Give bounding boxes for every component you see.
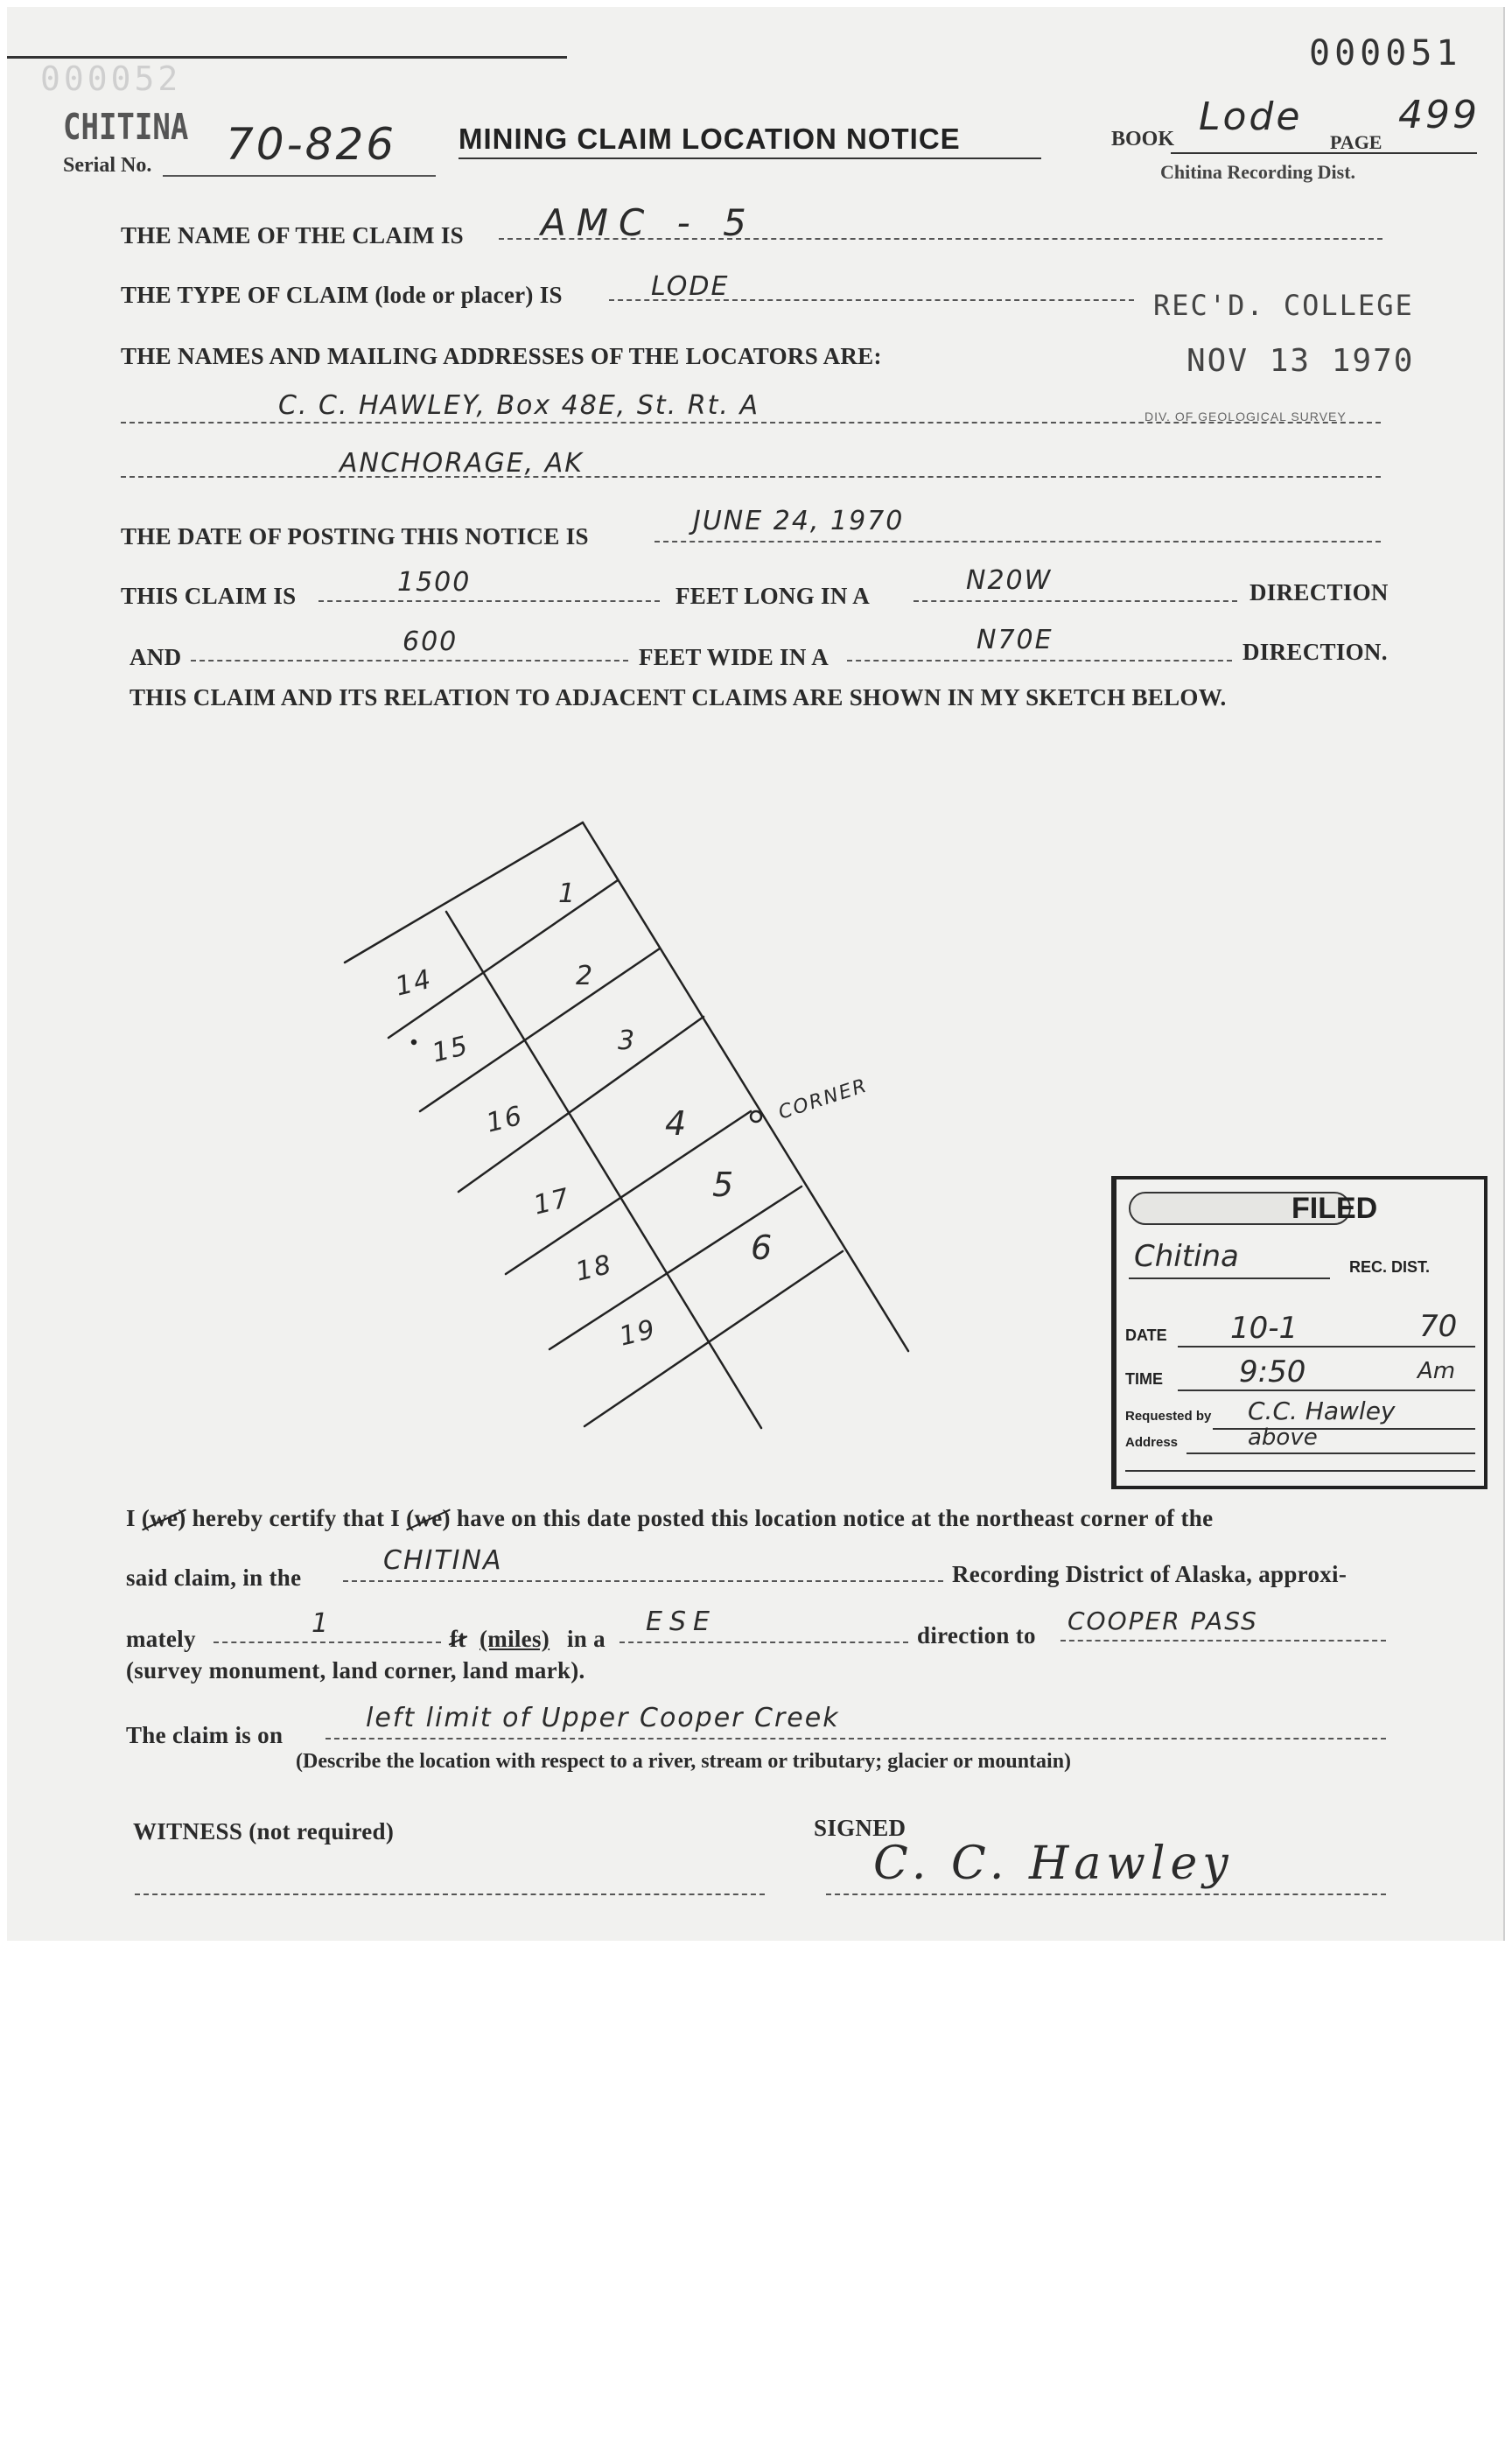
filed-requested-label: Requested by	[1125, 1409, 1212, 1424]
distance-line	[214, 1642, 441, 1643]
sketch-claim-5: 5	[712, 1166, 736, 1204]
in-a-text: in a	[567, 1626, 606, 1652]
corner-label: CORNER	[775, 1074, 871, 1124]
claim-sketch	[7, 7, 1503, 1941]
width-label-pre: AND	[130, 644, 182, 670]
document-sheet	[7, 7, 1505, 1941]
sketch-claim-1: 1	[558, 878, 578, 909]
filed-bottom-line	[1125, 1470, 1475, 1472]
filed-time-line	[1178, 1390, 1475, 1391]
sketch-dot	[412, 1040, 416, 1044]
certify-line4: (survey monument, land corner, land mark).	[126, 1657, 585, 1684]
certify-text-2: have on this date posted this location notice at the northeast corner of the	[456, 1505, 1214, 1531]
signature-value: C. C. Hawley	[873, 1838, 1234, 1890]
certify-line2b: Recording District of Alaska, approxi-	[952, 1561, 1348, 1587]
filed-district-hand: Chitina	[1134, 1239, 1239, 1274]
width-value: 600	[402, 626, 458, 657]
sketch-claim-3: 3	[618, 1026, 637, 1056]
witness-label: WITNESS (not required)	[133, 1818, 395, 1844]
received-stamp-date: NOV 13 1970	[1186, 343, 1415, 379]
page-value: 499	[1398, 93, 1480, 137]
claim-type-value: LODE	[651, 271, 730, 302]
corner-marker	[751, 1111, 761, 1122]
width-label-mid: FEET WIDE IN A	[639, 644, 830, 670]
direction-value: ESE	[646, 1606, 717, 1637]
claim-on-line	[326, 1738, 1386, 1740]
ft-struck: ft	[450, 1626, 466, 1652]
sketch-claim-16: 16	[483, 1100, 527, 1139]
length-label-post: DIRECTION	[1250, 579, 1389, 606]
direction-line	[620, 1642, 908, 1643]
filed-date-year: 70	[1419, 1309, 1458, 1344]
claim-type-label: THE TYPE OF CLAIM (lode or placer) IS	[121, 282, 563, 308]
signed-label: SIGNED	[814, 1815, 906, 1841]
ft-text	[450, 1626, 466, 1653]
locator-line2: ANCHORAGE, AK	[340, 448, 584, 479]
filed-address-label: Address	[1125, 1435, 1179, 1450]
certify-we-1: (we)	[141, 1505, 186, 1531]
filed-time-label: TIME	[1125, 1370, 1163, 1388]
district-value: CHITINA	[383, 1545, 503, 1576]
length-value: 1500	[397, 567, 472, 598]
book-label: BOOK	[1111, 128, 1175, 150]
length-label-mid: FEET LONG IN A	[676, 583, 871, 609]
claim-name-value: AMC - 5	[541, 201, 757, 244]
recording-district-text: Chitina Recording Dist.	[1160, 161, 1356, 183]
filed-time-ampm: Am	[1418, 1358, 1456, 1384]
landmark-line	[1060, 1640, 1386, 1642]
posting-date-label: THE DATE OF POSTING THIS NOTICE IS	[121, 523, 589, 550]
page-label: PAGE	[1330, 131, 1382, 153]
describe-note: (Describe the location with respect to a river, stream or tributary; glacier or mountain)	[296, 1750, 1072, 1773]
locator-line1: C. C. HAWLEY, Box 48E, St. Rt. A	[278, 390, 760, 421]
serial-value: 70-826	[226, 119, 397, 170]
certify-text-1: hereby certify that I	[192, 1505, 401, 1531]
miles-text: (miles)	[480, 1626, 550, 1652]
filed-district-label: REC. DIST.	[1349, 1258, 1431, 1276]
stamp-number: 000051	[1309, 33, 1462, 74]
filed-date-line	[1178, 1346, 1475, 1348]
sketch-claim-18: 18	[572, 1249, 616, 1288]
form-title: MINING CLAIM LOCATION NOTICE	[458, 122, 961, 155]
sketch-claim-19: 19	[616, 1313, 660, 1353]
certify-we-2: (we)	[406, 1505, 451, 1531]
sketch-claim-6: 6	[751, 1228, 774, 1267]
filed-requested-value: C.C. Hawley	[1248, 1396, 1396, 1425]
sketch-claim-17: 17	[530, 1182, 574, 1222]
sketch-claim-14: 14	[392, 963, 436, 1003]
filed-address-value: above	[1248, 1424, 1318, 1451]
district-stamp: CHITINA	[63, 107, 189, 149]
length-label-pre: THIS CLAIM IS	[121, 583, 297, 609]
certify-line1	[126, 1505, 1213, 1532]
book-value: Lode	[1199, 94, 1303, 139]
sketch-claim-4: 4	[665, 1104, 689, 1143]
filed-stamp	[1111, 1176, 1488, 1489]
width-direction: N70E	[976, 625, 1054, 655]
posting-date-value: JUNE 24, 1970	[693, 506, 905, 536]
distance-value: 1	[312, 1608, 331, 1639]
filed-address-line	[1186, 1452, 1475, 1454]
district-line	[343, 1580, 943, 1582]
locators-label: THE NAMES AND MAILING ADDRESSES OF THE LOCATORS ARE:	[121, 343, 882, 369]
certify-line3a: mately	[126, 1626, 196, 1652]
width-label-post: DIRECTION.	[1242, 639, 1388, 665]
sketch-claim-15: 15	[429, 1030, 472, 1069]
signature-line	[826, 1894, 1386, 1895]
received-stamp-line3: DIV. OF GEOLOGICAL SURVEY	[1144, 410, 1347, 424]
filed-stamp-title: FILED	[1292, 1192, 1378, 1225]
certify-i: I	[126, 1505, 136, 1531]
claim-on-label: The claim is on	[126, 1722, 284, 1748]
witness-line	[135, 1894, 765, 1895]
certify-line3b: direction to	[917, 1622, 1036, 1648]
claim-on-value: left limit of Upper Cooper Creek	[366, 1703, 840, 1733]
ghost-stamp-number: 000052	[40, 60, 182, 98]
certify-line2a: said claim, in the	[126, 1564, 302, 1591]
sketch-claim-2: 2	[576, 961, 595, 991]
filed-date-label: DATE	[1125, 1326, 1167, 1344]
filed-district-line	[1129, 1278, 1330, 1279]
sketch-label: THIS CLAIM AND ITS RELATION TO ADJACENT CLAIMS ARE SHOWN IN MY SKETCH BELOW.	[130, 684, 1227, 710]
filed-time-value: 9:50	[1239, 1354, 1306, 1390]
filed-date-value: 10-1	[1230, 1311, 1298, 1346]
landmark-value: COOPER PASS	[1068, 1606, 1258, 1635]
length-direction: N20W	[966, 565, 1053, 596]
claim-name-label: THE NAME OF THE CLAIM IS	[121, 222, 465, 248]
received-stamp-line1: REC'D. COLLEGE	[1153, 289, 1414, 322]
sketch-divider-1	[388, 880, 618, 1038]
serial-label: Serial No.	[63, 154, 152, 177]
